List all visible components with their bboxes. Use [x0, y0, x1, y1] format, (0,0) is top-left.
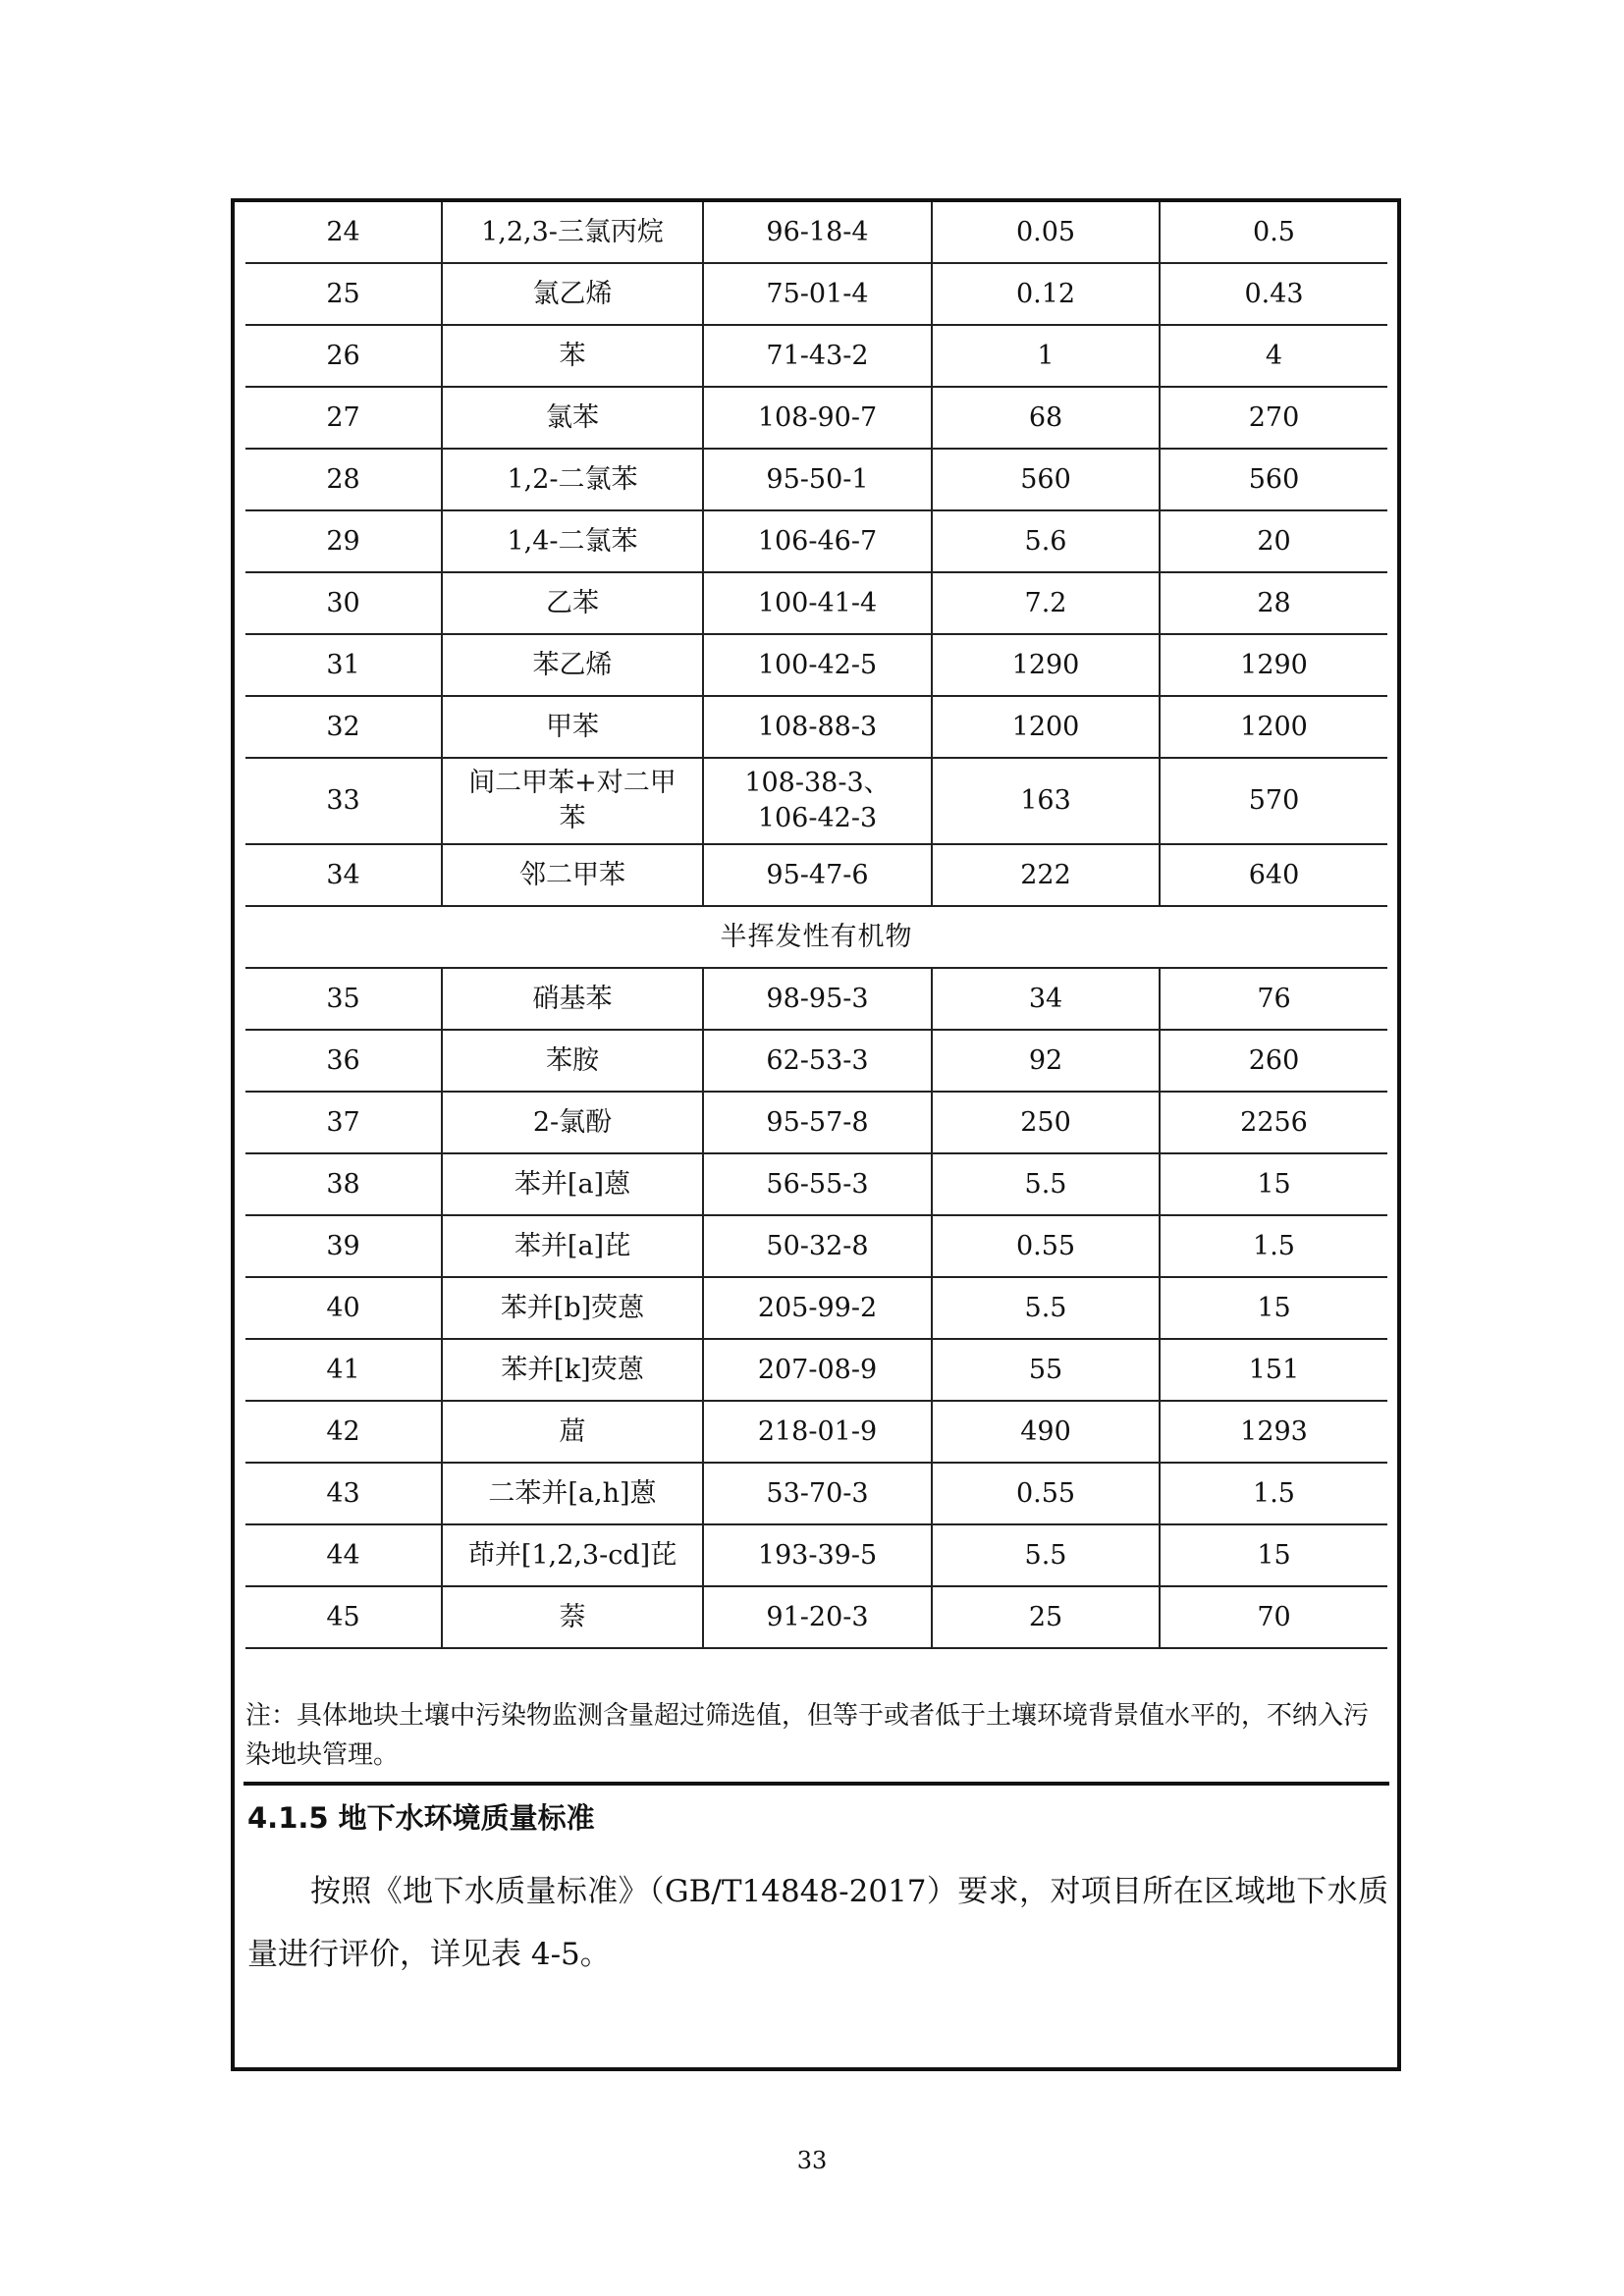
table-row: [245, 1215, 1387, 1277]
table-row: [245, 1030, 1387, 1092]
cell-screening-value: 25: [932, 1586, 1160, 1648]
cell-control-value: 1290: [1160, 634, 1387, 696]
table-row: [245, 968, 1387, 1030]
cell-name: 氯乙烯: [442, 263, 703, 325]
cell-cas: 108-88-3: [703, 696, 932, 758]
divider: [244, 1782, 1389, 1786]
cell-cas: 95-50-1: [703, 449, 932, 510]
cell-cas: 108-90-7: [703, 387, 932, 449]
cell-control-value: 15: [1160, 1153, 1387, 1215]
cell-name: 2-氯酚: [442, 1092, 703, 1153]
pollutant-screening-table: [245, 202, 1387, 1649]
cell-screening-value: 5.5: [932, 1153, 1160, 1215]
section-heading: 4.1.5 地下水环境质量标准: [247, 1801, 595, 1835]
cell-no: 31: [245, 634, 442, 696]
cell-no: 32: [245, 696, 442, 758]
cell-cas: 53-70-3: [703, 1463, 932, 1524]
cell-no: 24: [245, 202, 442, 263]
cell-no: 45: [245, 1586, 442, 1648]
cell-cas: [703, 758, 932, 844]
cell-control-value: 2256: [1160, 1092, 1387, 1153]
cell-no: 35: [245, 968, 442, 1030]
cell-control-value: 260: [1160, 1030, 1387, 1092]
cell-name: 苯并[a]蒽: [442, 1153, 703, 1215]
cell-control-value: 20: [1160, 510, 1387, 572]
cell-cas: 75-01-4: [703, 263, 932, 325]
cell-control-value: 4: [1160, 325, 1387, 387]
cell-name: 苯胺: [442, 1030, 703, 1092]
table-row: [245, 696, 1387, 758]
cell-cas: 100-42-5: [703, 634, 932, 696]
cell-control-value: 0.5: [1160, 202, 1387, 263]
cell-name: 1,4-二氯苯: [442, 510, 703, 572]
cell-control-value: 640: [1160, 844, 1387, 906]
cell-name: [442, 758, 703, 844]
cell-cas: 95-57-8: [703, 1092, 932, 1153]
cell-screening-value: 7.2: [932, 572, 1160, 634]
cell-screening-value: 1290: [932, 634, 1160, 696]
table-row: [245, 510, 1387, 572]
cell-name: 苯并[b]荧蒽: [442, 1277, 703, 1339]
table-row: [245, 325, 1387, 387]
cell-control-value: 70: [1160, 1586, 1387, 1648]
cell-cas: 98-95-3: [703, 968, 932, 1030]
table-row: [245, 844, 1387, 906]
cell-control-value: 1200: [1160, 696, 1387, 758]
cell-name: 乙苯: [442, 572, 703, 634]
cell-control-value: 15: [1160, 1277, 1387, 1339]
cell-screening-value: 68: [932, 387, 1160, 449]
cell-screening-value: 0.05: [932, 202, 1160, 263]
table-row: [245, 202, 1387, 263]
cell-no: 25: [245, 263, 442, 325]
section-label-svoc: 半挥发性有机物: [245, 906, 1387, 968]
cell-no: 26: [245, 325, 442, 387]
cell-screening-value: 0.55: [932, 1215, 1160, 1277]
cell-screening-value: 0.12: [932, 263, 1160, 325]
cell-no: 28: [245, 449, 442, 510]
cell-name: 䓛: [442, 1401, 703, 1463]
cell-control-value: 0.43: [1160, 263, 1387, 325]
cell-screening-value: 222: [932, 844, 1160, 906]
cell-cas-line-2: 106-42-3: [757, 803, 878, 833]
cell-no: 44: [245, 1524, 442, 1586]
cell-name: 苯: [442, 325, 703, 387]
table-row: [245, 1277, 1387, 1339]
cell-screening-value: 92: [932, 1030, 1160, 1092]
table-row: [245, 1339, 1387, 1401]
cell-no: 27: [245, 387, 442, 449]
cell-control-value: 1.5: [1160, 1463, 1387, 1524]
table-row: [245, 634, 1387, 696]
cell-screening-value: 5.5: [932, 1277, 1160, 1339]
cell-screening-value: 163: [932, 758, 1160, 844]
cell-cas-line-1: 108-38-3、: [744, 768, 891, 798]
cell-no: 38: [245, 1153, 442, 1215]
cell-cas: 62-53-3: [703, 1030, 932, 1092]
cell-control-value: 15: [1160, 1524, 1387, 1586]
cell-cas: 95-47-6: [703, 844, 932, 906]
cell-control-value: 1293: [1160, 1401, 1387, 1463]
cell-no: 42: [245, 1401, 442, 1463]
table-row: [245, 1401, 1387, 1463]
cell-cas: 205-99-2: [703, 1277, 932, 1339]
cell-name: 甲苯: [442, 696, 703, 758]
table-row: [245, 572, 1387, 634]
cell-cas: 71-43-2: [703, 325, 932, 387]
cell-cas: 56-55-3: [703, 1153, 932, 1215]
cell-no: 36: [245, 1030, 442, 1092]
cell-name: 1,2,3-三氯丙烷: [442, 202, 703, 263]
cell-name: 氯苯: [442, 387, 703, 449]
cell-name: 苯并[k]荧蒽: [442, 1339, 703, 1401]
table-footnote: 注：具体地块土壤中污染物监测含量超过筛选值，但等于或者低于土壤环境背景值水平的，不纳入污染地块管理。: [245, 1701, 1370, 1770]
cell-control-value: 76: [1160, 968, 1387, 1030]
cell-name: 萘: [442, 1586, 703, 1648]
table-row: [245, 1586, 1387, 1648]
cell-screening-value: 560: [932, 449, 1160, 510]
cell-cas: 193-39-5: [703, 1524, 932, 1586]
table-row: [245, 1092, 1387, 1153]
cell-screening-value: 490: [932, 1401, 1160, 1463]
cell-control-value: 151: [1160, 1339, 1387, 1401]
cell-control-value: 28: [1160, 572, 1387, 634]
cell-no: 39: [245, 1215, 442, 1277]
cell-cas: 96-18-4: [703, 202, 932, 263]
cell-screening-value: 1200: [932, 696, 1160, 758]
cell-name-line-1: 间二甲苯+对二甲: [468, 768, 677, 798]
cell-screening-value: 0.55: [932, 1463, 1160, 1524]
cell-no: 41: [245, 1339, 442, 1401]
table-row: [245, 449, 1387, 510]
table-row: [245, 758, 1387, 844]
table-row: [245, 263, 1387, 325]
cell-cas: 218-01-9: [703, 1401, 932, 1463]
cell-cas: 207-08-9: [703, 1339, 932, 1401]
cell-name: 硝基苯: [442, 968, 703, 1030]
cell-control-value: 270: [1160, 387, 1387, 449]
table-row: [245, 1524, 1387, 1586]
cell-name-line-2: 苯: [559, 803, 586, 833]
cell-name: 苯并[a]芘: [442, 1215, 703, 1277]
cell-no: 34: [245, 844, 442, 906]
cell-name: 二苯并[a,h]蒽: [442, 1463, 703, 1524]
cell-cas: 106-46-7: [703, 510, 932, 572]
cell-control-value: 1.5: [1160, 1215, 1387, 1277]
table-row: [245, 387, 1387, 449]
page-number: 33: [796, 2147, 828, 2174]
cell-screening-value: 250: [932, 1092, 1160, 1153]
cell-screening-value: 55: [932, 1339, 1160, 1401]
cell-control-value: 560: [1160, 449, 1387, 510]
cell-name: 茚并[1,2,3-cd]芘: [442, 1524, 703, 1586]
cell-no: 37: [245, 1092, 442, 1153]
cell-cas: 50-32-8: [703, 1215, 932, 1277]
table-row: [245, 1153, 1387, 1215]
cell-no: 40: [245, 1277, 442, 1339]
table-section-row: [245, 906, 1387, 968]
cell-name: 邻二甲苯: [442, 844, 703, 906]
cell-screening-value: 5.5: [932, 1524, 1160, 1586]
cell-screening-value: 5.6: [932, 510, 1160, 572]
cell-control-value: 570: [1160, 758, 1387, 844]
cell-screening-value: 34: [932, 968, 1160, 1030]
cell-name: 1,2-二氯苯: [442, 449, 703, 510]
cell-no: 29: [245, 510, 442, 572]
cell-cas: 100-41-4: [703, 572, 932, 634]
cell-no: 30: [245, 572, 442, 634]
cell-name: 苯乙烯: [442, 634, 703, 696]
cell-no: 33: [245, 758, 442, 844]
cell-screening-value: 1: [932, 325, 1160, 387]
cell-no: 43: [245, 1463, 442, 1524]
cell-cas: 91-20-3: [703, 1586, 932, 1648]
body-paragraph: 按照《地下水质量标准》（GB/T14848-2017）要求，对项目所在区域地下水质量进行评价，详见表 4-5。: [247, 1874, 1388, 1972]
table-row: [245, 1463, 1387, 1524]
